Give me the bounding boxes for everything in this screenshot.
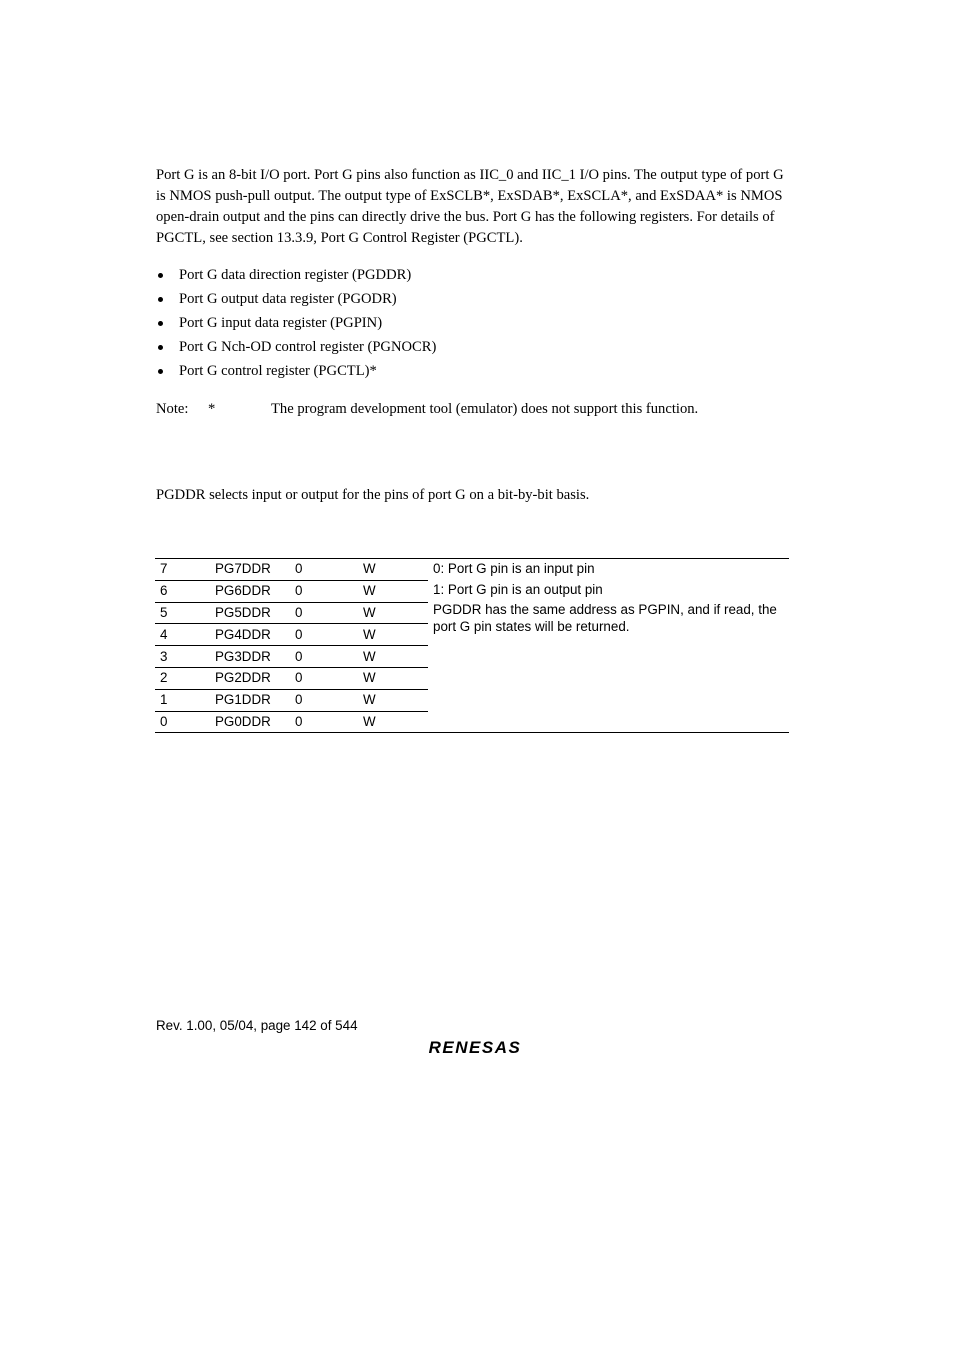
initial-value-cell: 0 — [290, 689, 358, 711]
register-bit-table — [155, 558, 789, 733]
bit-name-cell: PG0DDR — [210, 711, 290, 733]
bit-name-cell: PG7DDR — [210, 559, 290, 581]
register-list — [156, 264, 436, 384]
page-footer: Rev. 1.00, 05/04, page 142 of 544 — [156, 1018, 358, 1033]
initial-value-cell: 0 — [290, 559, 358, 581]
bit-name-cell: PG5DDR — [210, 602, 290, 624]
bit-name-cell: PG2DDR — [210, 667, 290, 689]
description-line: 1: Port G pin is an output pin — [433, 581, 603, 597]
pgddr-description: PGDDR selects input or output for the pins of port G on a bit-by-bit basis. — [156, 487, 590, 503]
description-line: PGDDR has the same address as PGPIN, and if read, the port G pin states will be returned. — [433, 602, 777, 634]
list-item: Port G input data register (PGPIN) — [156, 312, 436, 336]
list-item: Port G data direction register (PGDDR) — [156, 264, 436, 288]
logo-text: RENESAS — [428, 1038, 522, 1057]
bit-name-cell: PG3DDR — [210, 646, 290, 668]
bit-cell: 4 — [155, 624, 210, 646]
initial-value-cell: 0 — [290, 667, 358, 689]
bit-cell: 0 — [155, 711, 210, 733]
intro-paragraph: Port G is an 8-bit I/O port. Port G pins also function as IIC_0 and IIC_1 I/O pins. The output type of port G is NMOS push-pull output. The output type of ExSCLB*, ExSDAB*, ExSCLA*, and ExSDAA* is NMOS open-drain output and the pins can directly drive the bus. Port G has the following registers. For details of PGCTL, see section 13.3.9, Port G Control Register (PGCTL). — [156, 167, 784, 246]
bit-cell: 1 — [155, 689, 210, 711]
rw-cell: W — [358, 602, 428, 624]
note-label: Note: — [156, 401, 189, 417]
description-line: 0: Port G pin is an input pin — [433, 561, 595, 576]
renesas-logo — [414, 1036, 536, 1058]
initial-value-cell: 0 — [290, 624, 358, 646]
rw-cell: W — [358, 667, 428, 689]
rw-cell: W — [358, 580, 428, 602]
note — [156, 398, 796, 420]
bit-cell: 6 — [155, 580, 210, 602]
rw-cell: W — [358, 689, 428, 711]
rw-cell: W — [358, 624, 428, 646]
bit-description — [428, 559, 789, 733]
initial-value-cell: 0 — [290, 711, 358, 733]
table-row — [155, 559, 789, 581]
bit-cell: 3 — [155, 646, 210, 668]
bit-cell: 5 — [155, 602, 210, 624]
bit-cell: 2 — [155, 667, 210, 689]
note-text: The program development tool (emulator) does not support this function. — [271, 401, 699, 417]
list-item: Port G control register (PGCTL)* — [156, 360, 436, 384]
bit-name-cell: PG6DDR — [210, 580, 290, 602]
initial-value-cell: 0 — [290, 580, 358, 602]
bit-cell: 7 — [155, 559, 210, 581]
rw-cell: W — [358, 711, 428, 733]
note-marker: * — [208, 401, 216, 417]
rw-cell: W — [358, 646, 428, 668]
initial-value-cell: 0 — [290, 646, 358, 668]
initial-value-cell: 0 — [290, 602, 358, 624]
bit-name-cell: PG1DDR — [210, 689, 290, 711]
bit-name-cell: PG4DDR — [210, 624, 290, 646]
list-item: Port G output data register (PGODR) — [156, 288, 436, 312]
list-item: Port G Nch-OD control register (PGNOCR) — [156, 336, 436, 360]
rw-cell: W — [358, 559, 428, 581]
